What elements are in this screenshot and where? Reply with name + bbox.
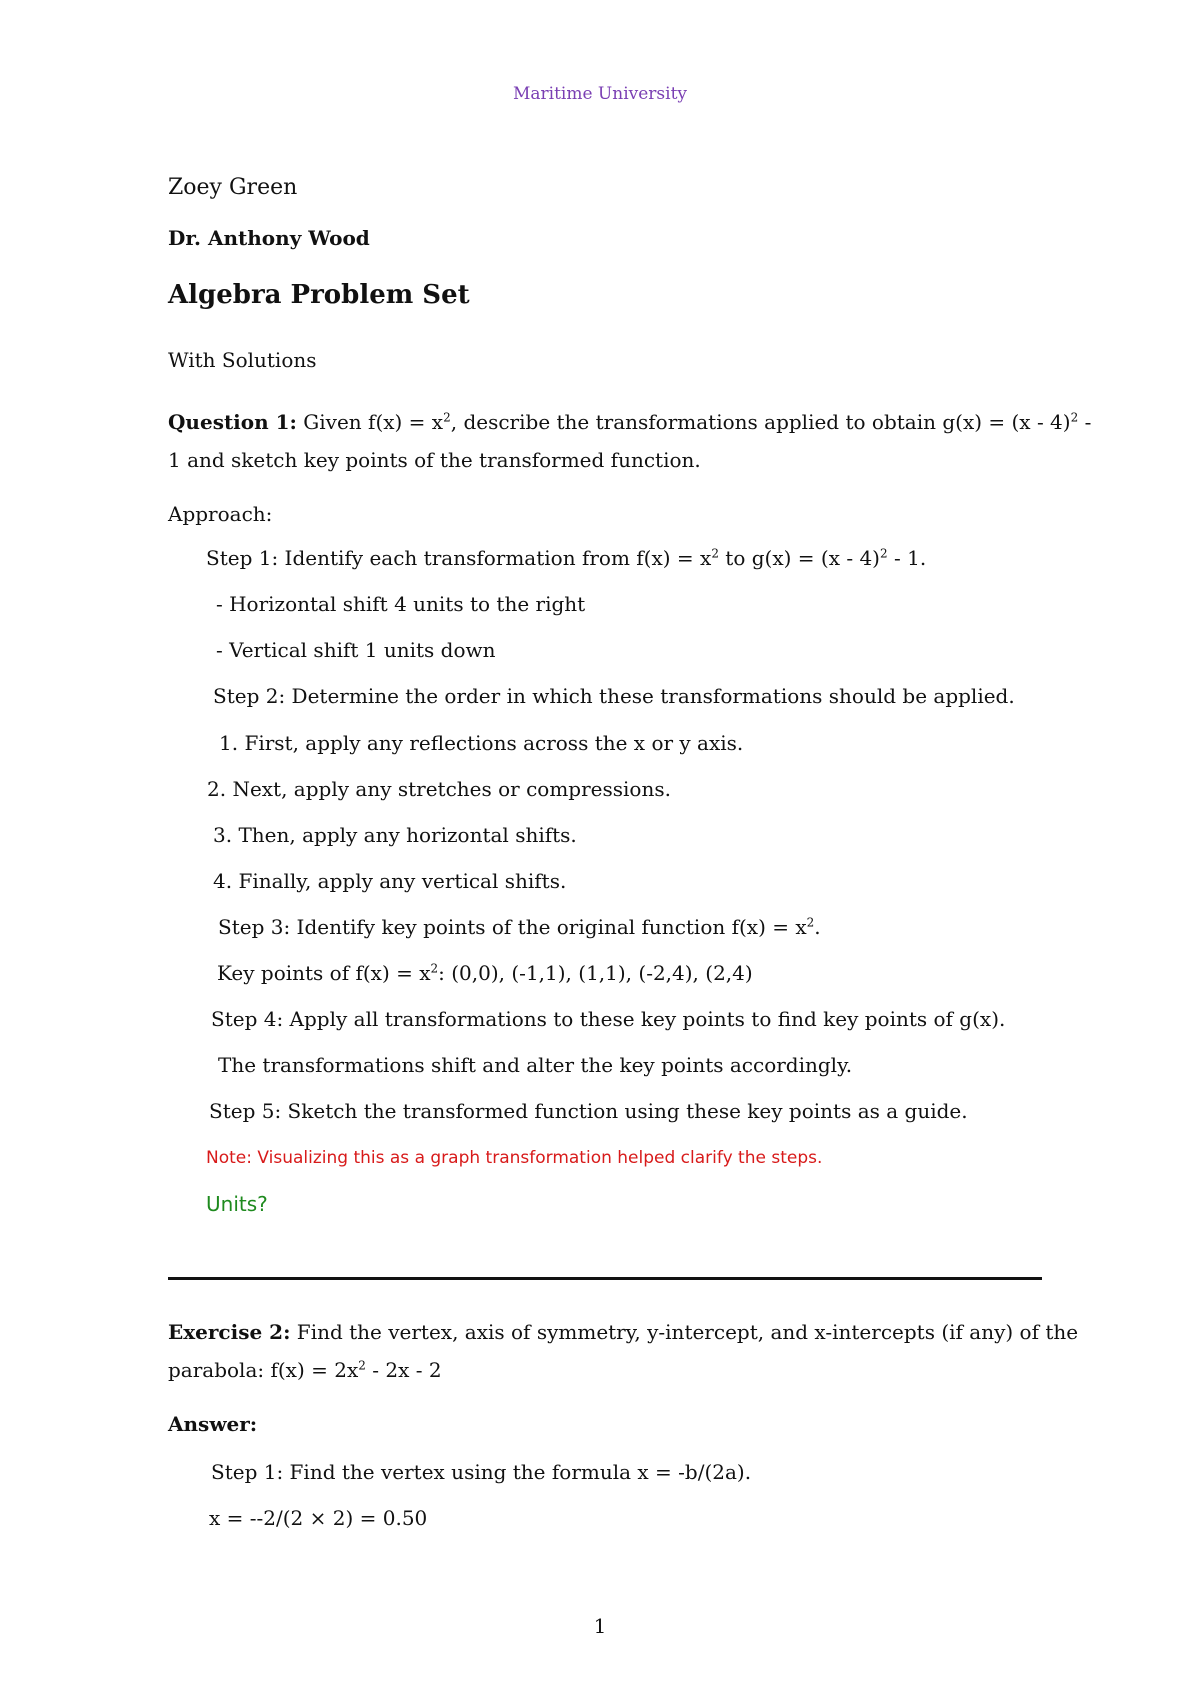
superscript: 2 [806, 915, 815, 930]
exercise-2-line-2 [168, 1358, 442, 1382]
units-comment: Units? [206, 1192, 268, 1216]
document-subtitle: With Solutions [168, 348, 317, 372]
step-5: Step 5: Sketch the transformed function using these key points as a guide. [209, 1099, 968, 1123]
step-3-text-b: . [814, 915, 821, 939]
order-item-3: 3. Then, apply any horizontal shifts. [213, 823, 577, 847]
key-points [217, 961, 753, 985]
horizontal-shift: - Horizontal shift 4 units to the right [216, 592, 586, 616]
superscript: 2 [430, 961, 439, 976]
step-3-text-a: Step 3: Identify key points of the original function f(x) = x [218, 915, 807, 939]
question-1-text-b: , describe the transformations applied to obtain g(x) = (x - 4) [450, 410, 1071, 434]
step-4-detail: The transformations shift and alter the key points accordingly. [218, 1053, 853, 1077]
superscript: 2 [1070, 410, 1079, 425]
order-item-2: 2. Next, apply any stretches or compressions. [207, 777, 671, 801]
question-1-text-c: - [1078, 410, 1092, 434]
question-1-line-1 [168, 410, 1091, 434]
section-divider [168, 1277, 1042, 1280]
exercise-2-text-b: - 2x - 2 [365, 1358, 442, 1382]
step-1-text-c: - 1. [887, 546, 927, 570]
step-3 [218, 915, 821, 939]
instructor-name: Dr. Anthony Wood [168, 226, 370, 250]
order-item-1: 1. First, apply any reflections across the x or y axis. [219, 731, 744, 755]
exercise-2-calculation: x = --2/(2 × 2) = 0.50 [209, 1506, 428, 1530]
approach-label: Approach: [168, 502, 273, 526]
step-1-text-a: Step 1: Identify each transformation from f(x) = x [206, 546, 712, 570]
step-2: Step 2: Determine the order in which these transformations should be applied. [213, 684, 1015, 708]
key-points-text-a: Key points of f(x) = x [217, 961, 431, 985]
answer-label: Answer: [168, 1412, 258, 1436]
superscript: 2 [358, 1358, 366, 1373]
exercise-2-line-1 [168, 1320, 1078, 1344]
vertical-shift: - Vertical shift 1 units down [216, 638, 496, 662]
superscript: 2 [443, 410, 451, 425]
question-1-text-a: Given f(x) = x [296, 410, 444, 434]
step-1-text-b: to g(x) = (x - 4) [718, 546, 880, 570]
step-1 [206, 546, 926, 570]
note-comment: Note: Visualizing this as a graph transformation helped clarify the steps. [206, 1148, 823, 1168]
page-number: 1 [593, 1614, 607, 1638]
superscript: 2 [711, 546, 719, 561]
exercise-2-step-1: Step 1: Find the vertex using the formula x = -b/(2a). [211, 1460, 752, 1484]
exercise-2-text-a: parabola: f(x) = 2x [168, 1358, 359, 1382]
question-1-line-2: 1 and sketch key points of the transformed function. [168, 448, 701, 472]
question-1-label: Question 1: [168, 410, 297, 434]
document-title: Algebra Problem Set [168, 280, 470, 310]
exercise-2-text: Find the vertex, axis of symmetry, y-intercept, and x-intercepts (if any) of the [290, 1320, 1079, 1344]
step-4: Step 4: Apply all transformations to these key points to find key points of g(x). [211, 1007, 1006, 1031]
order-item-4: 4. Finally, apply any vertical shifts. [213, 869, 567, 893]
page-header: Maritime University [512, 84, 688, 104]
superscript: 2 [880, 546, 888, 561]
key-points-text-b: : (0,0), (-1,1), (1,1), (-2,4), (2,4) [438, 961, 753, 985]
exercise-2-label: Exercise 2: [168, 1320, 291, 1344]
author-name: Zoey Green [168, 175, 298, 200]
